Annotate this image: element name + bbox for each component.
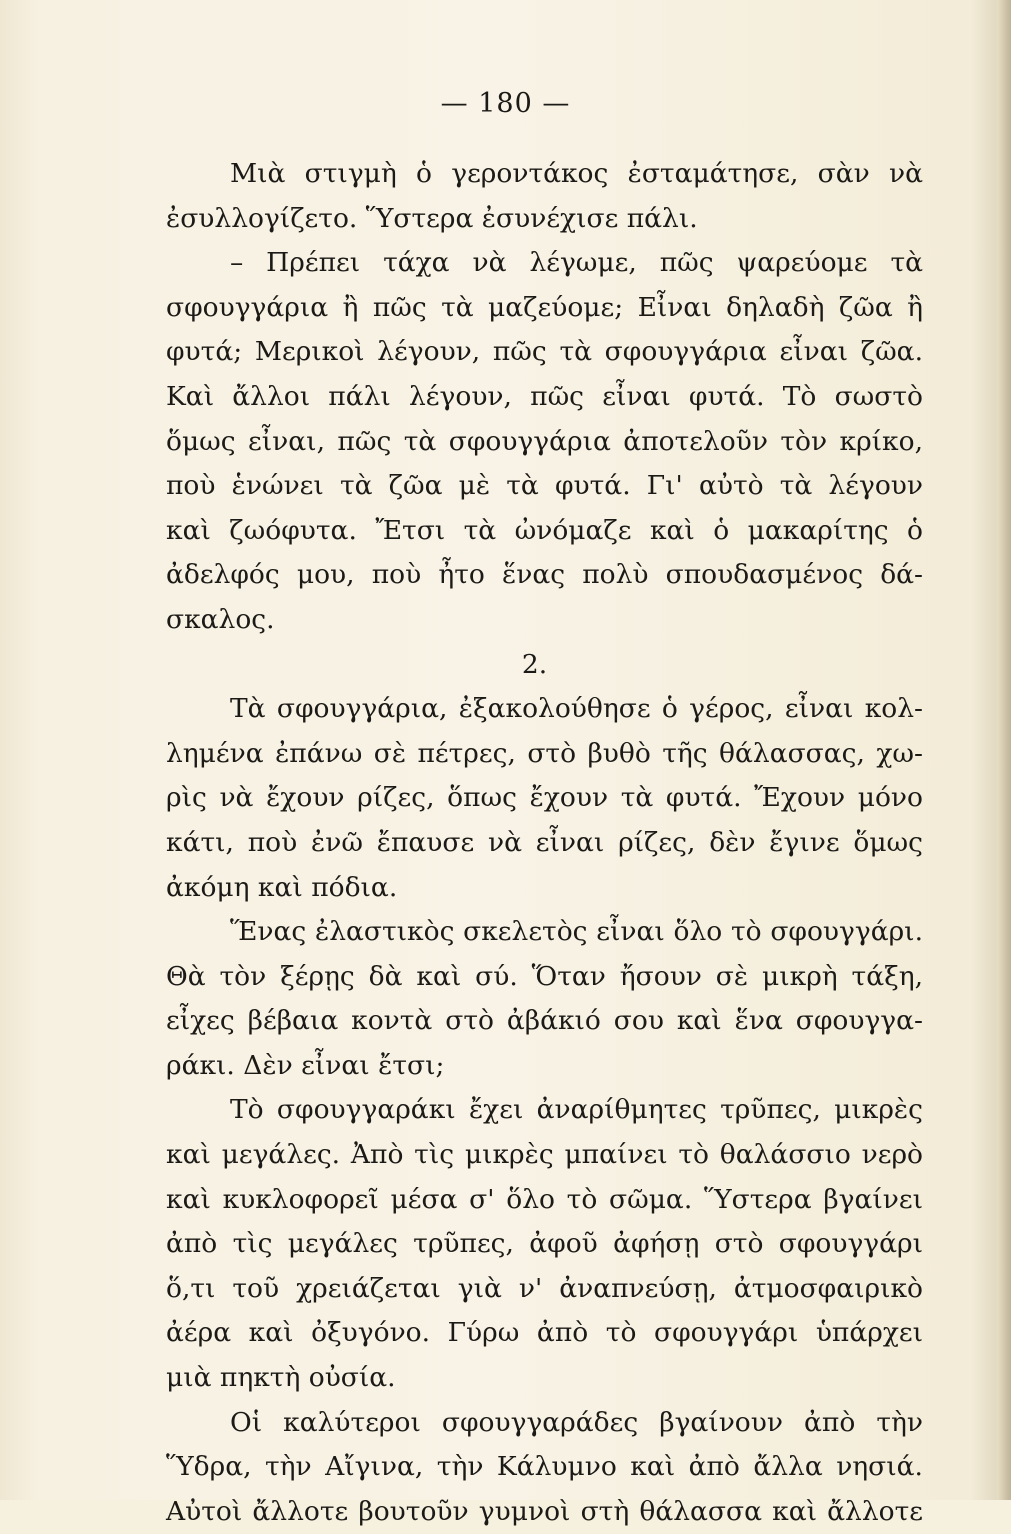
text-line: ἀέρα καὶ ὀξυγόνο. Γύρω ἀπὸ τὸ σφουγγάρι ὑπάρχει [166,1317,923,1349]
text-line: μιὰ πηκτὴ οὐσία. [166,1362,396,1394]
text-line: εἶχες βέβαια κοντὰ στὸ ἀβάκιό σου καὶ ἕνα σφουγγα- [166,1005,923,1037]
text-line: ἀπὸ τὶς μεγάλες τρῦπες, ἀφοῦ ἀφήσῃ στὸ σφουγγάρι [166,1228,923,1260]
page-number: — 180 — [440,88,571,119]
text-line: 2. [521,648,548,680]
page-spine-shadow [997,0,1011,1500]
text-line: καὶ κυκλοφορεῖ μέσα σ' ὅλο τὸ σῶμα. Ὕστερα βγαίνει [166,1183,923,1215]
text-line: Οἱ καλύτεροι σφουγγαράδες βγαίνουν ἀπὸ τὴν [230,1406,923,1438]
text-line: σφουγγάρια ἢ πῶς τὰ μαζεύομε; Εἶναι δηλαδὴ ζῶα ἢ [166,291,923,323]
text-line: σκαλος. [166,603,275,635]
text-line: Τὸ σφουγγαράκι ἔχει ἀναρίθμητες τρῦπες, μικρὲς [230,1094,923,1126]
text-line: Τὰ σφουγγάρια, ἐξακολούθησε ὁ γέρος, εἶναι κολ- [230,693,923,725]
text-line: ὅμως εἶναι, πῶς τὰ σφουγγάρια ἀποτελοῦν τὸν κρίκο, [166,425,923,457]
text-line: φυτά; Μερικοὶ λέγουν, πῶς τὰ σφουγγάρια εἶναι ζῶα. [166,336,923,368]
text-line: Μιὰ στιγμὴ ὁ γεροντάκος ἐσταμάτησε, σὰν νὰ [230,158,923,189]
text-line: Αὐτοὶ ἄλλοτε βουτοῦν γυμνοὶ στὴ θάλασσα καὶ ἄλλοτε [166,1495,923,1527]
text-line: – Πρέπει τάχα νὰ λέγωμε, πῶς ψαρεύομε τὰ [230,247,923,279]
body-text [166,152,923,1534]
text-line: ἀδελφός μου, ποὺ ἦτο ἕνας πολὺ σπουδασμένος δά- [166,559,923,591]
text-line: κάτι, ποὺ ἐνῶ ἔπαυσε νὰ εἶναι ρίζες, δὲν ἔγινε ὅμως [166,826,923,858]
text-line: Ὕδρα, τὴν Αἴγινα, τὴν Κάλυμνο καὶ ἀπὸ ἄλλα νησιά. [166,1451,923,1483]
text-line: ἐσυλλογίζετο. Ὕστερα ἐσυνέχισε πάλι. [166,202,698,234]
text-line: ἀκόμη καὶ πόδια. [166,871,398,903]
text-line: λημένα ἐπάνω σὲ πέτρες, στὸ βυθὸ τῆς θάλασσας, χω- [166,737,923,769]
text-line: Καὶ ἄλλοι πάλι λέγουν, πῶς εἶναι φυτά. Τὸ σωστὸ [166,380,923,412]
text-line: ρὶς νὰ ἔχουν ρίζες, ὅπως ἔχουν τὰ φυτά. Ἔχουν μόνο [166,782,923,814]
text-line: καὶ μεγάλες. Ἀπὸ τὶς μικρὲς μπαίνει τὸ θαλάσσιο νερὸ [166,1139,923,1171]
text-line: Θὰ τὸν ξέρῃς δὰ καὶ σύ. Ὅταν ἤσουν σὲ μικρὴ τάξη, [166,960,923,992]
text-line: καὶ ζωόφυτα. Ἔτσι τὰ ὠνόμαζε καὶ ὁ μακαρίτης ὁ [166,514,923,546]
text-line: ράκι. Δὲν εἶναι ἔτσι; [166,1049,445,1081]
text-line: ποὺ ἑνώνει τὰ ζῶα μὲ τὰ φυτά. Γι' αὐτὸ τὰ λέγουν [166,470,923,502]
text-line: ὅ,τι τοῦ χρειάζεται γιὰ ν' ἀναπνεύσῃ, ἀτμοσφαιρικὸ [166,1272,923,1304]
text-line: Ἕνας ἐλαστικὸς σκελετὸς εἶναι ὅλο τὸ σφουγγάρι. [230,916,923,948]
